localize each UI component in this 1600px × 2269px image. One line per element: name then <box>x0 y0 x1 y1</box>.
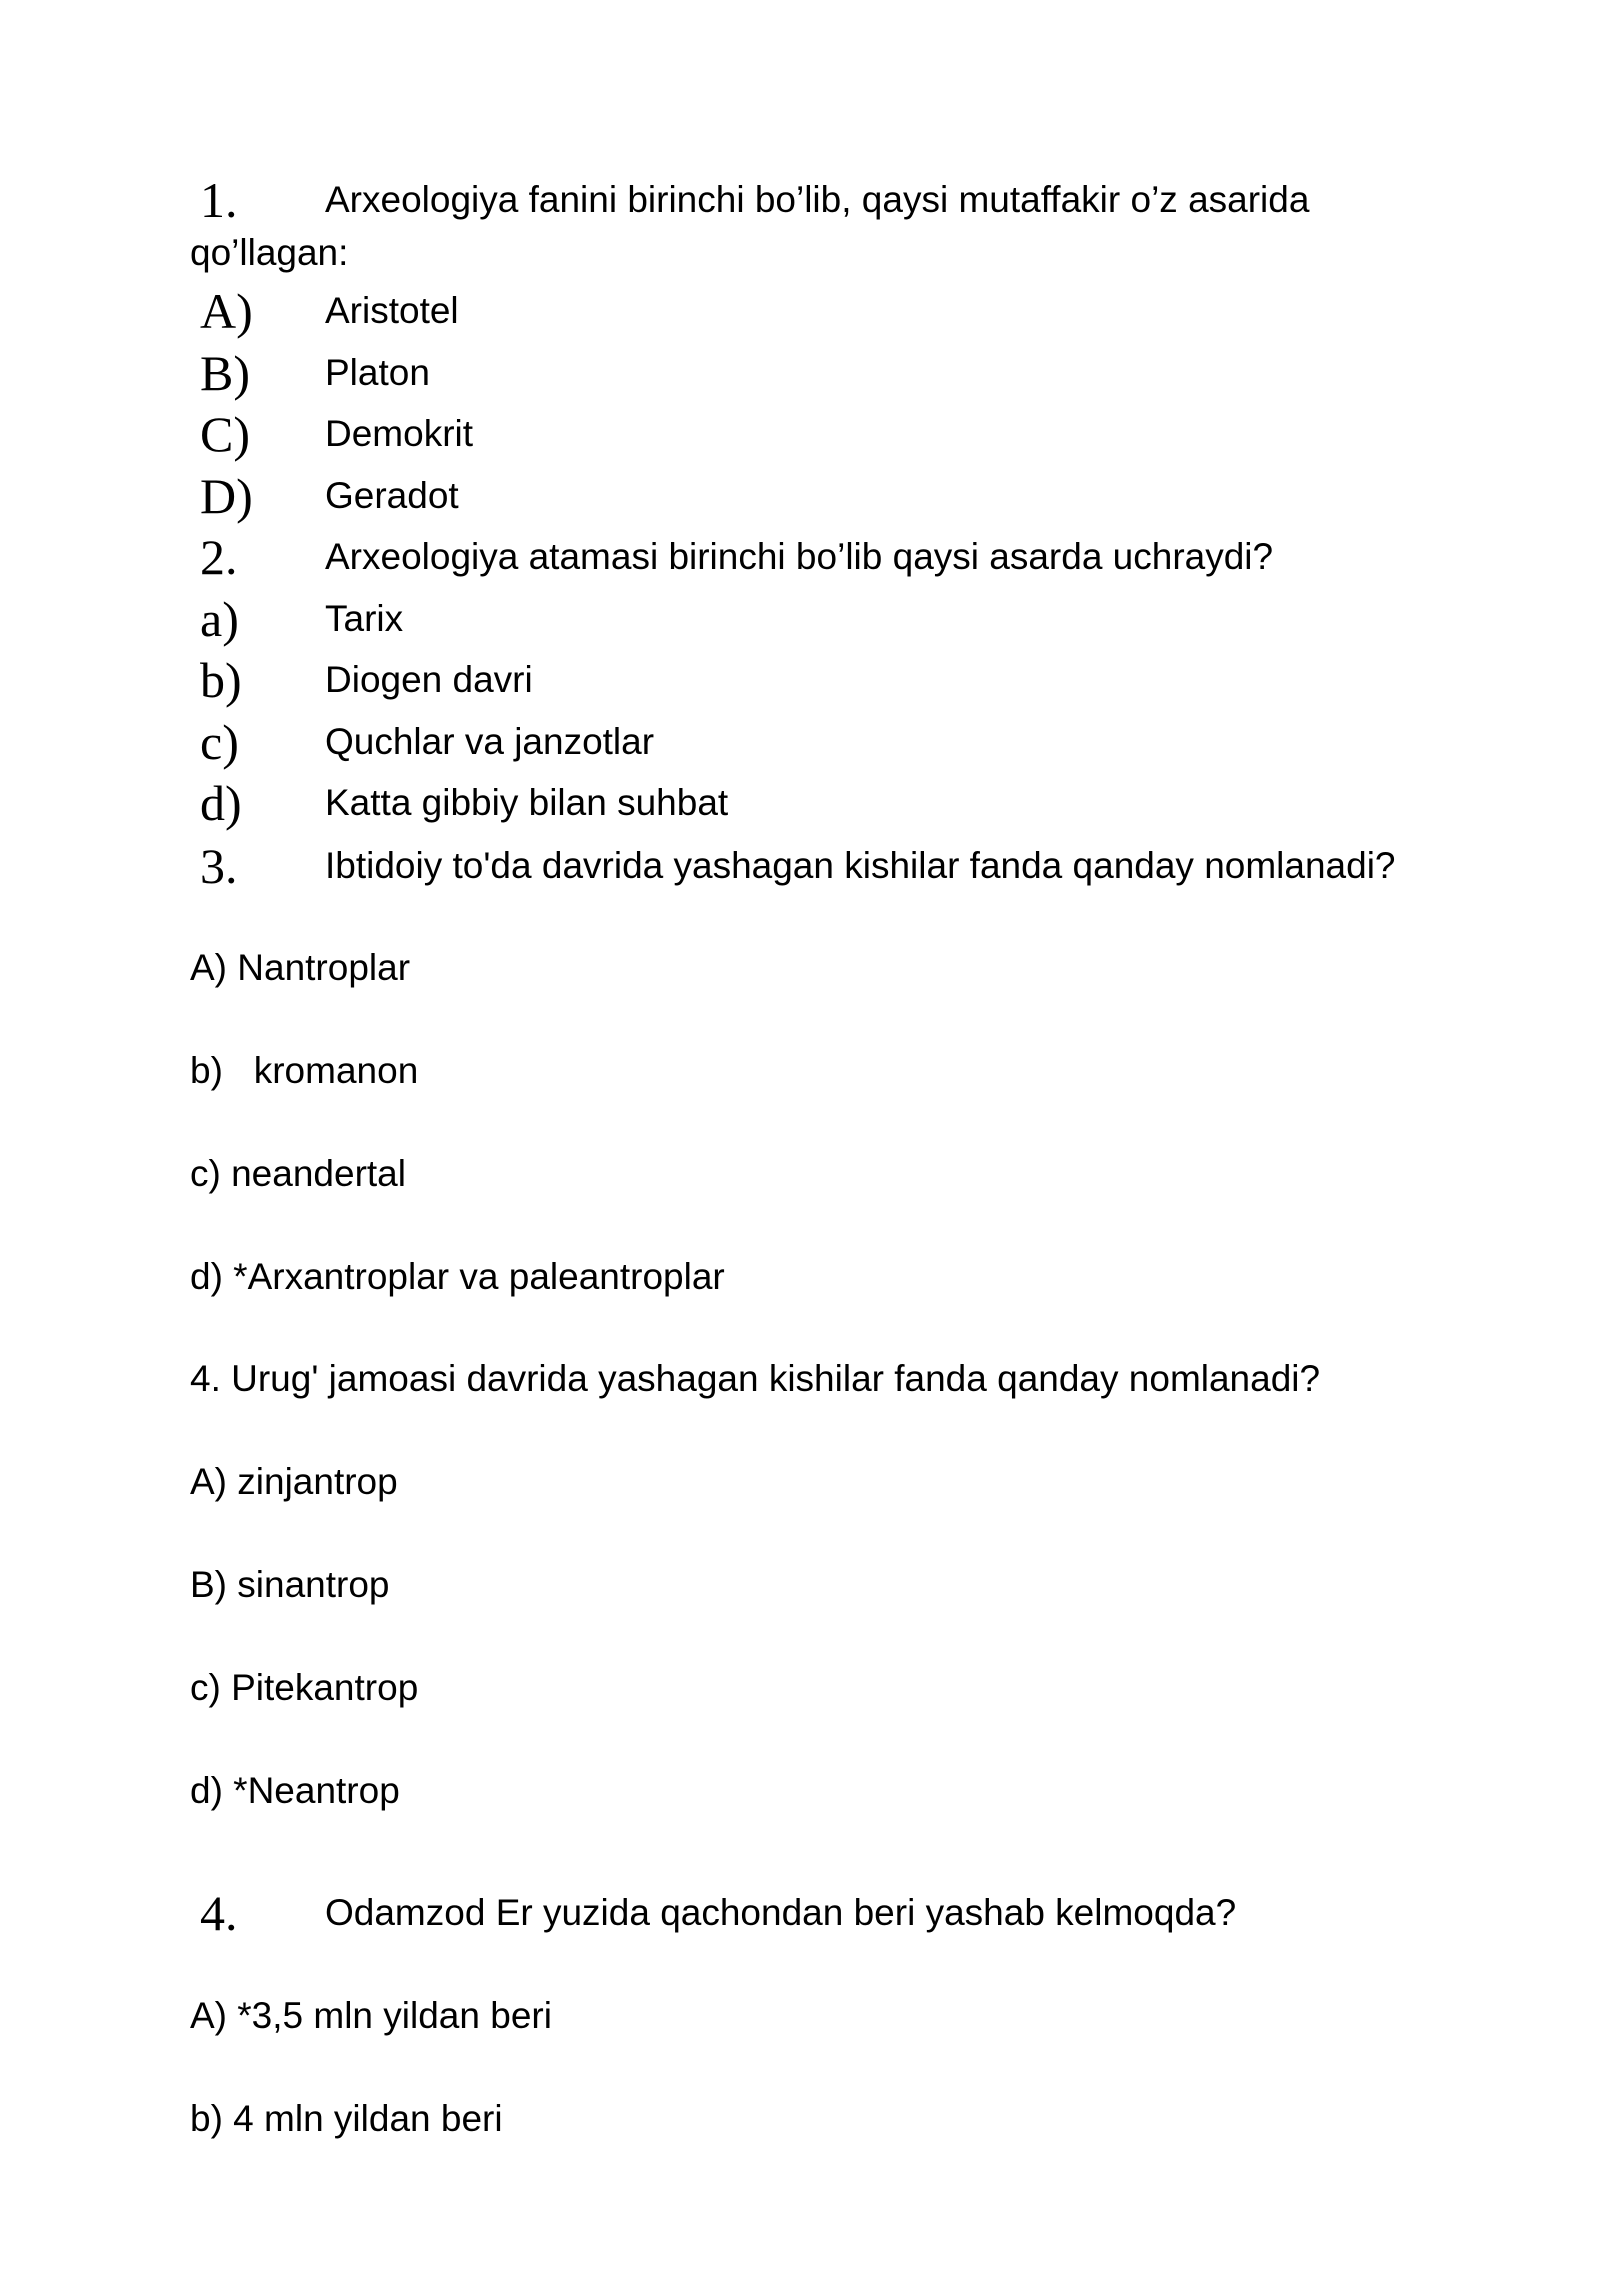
option-marker: b) <box>200 652 242 708</box>
question-text: Odamzod Er yuzida qachondan beri yashab kelmoqda? <box>325 1892 1237 1933</box>
option-text: Geradot <box>325 475 459 516</box>
option-text: b) 4 mln yildan beri <box>190 2098 503 2139</box>
option-text: Platon <box>325 352 430 393</box>
option-text: B) sinantrop <box>190 1564 390 1605</box>
question-number: 1. <box>200 172 238 228</box>
option-text: A) zinjantrop <box>190 1461 398 1502</box>
question-text: Arxeologiya fanini birinchi bo’lib, qaysi mutaffakir o’z asarida <box>325 179 1310 220</box>
option-marker: c) <box>200 714 239 770</box>
option-text: c) neandertal <box>190 1153 406 1194</box>
option-text: Diogen davri <box>325 659 533 700</box>
option-text: Katta gibbiy bilan suhbat <box>325 782 729 823</box>
option-text: Quchlar va janzotlar <box>325 721 655 762</box>
option-marker: A) <box>200 283 253 339</box>
option-text: A) Nantroplar <box>190 947 411 988</box>
option-text: c) Pitekantrop <box>190 1667 419 1708</box>
question-text: Arxeologiya atamasi birinchi bo’lib qaysi asarda uchraydi? <box>325 536 1274 577</box>
question-text-continued: qo’llagan: <box>190 232 349 273</box>
option-marker: a) <box>200 591 239 647</box>
option-text: A) *3,5 mln yildan beri <box>190 1995 552 2036</box>
option-marker: D) <box>200 468 253 524</box>
question-number: 4. <box>200 1885 238 1941</box>
question-number: 3. <box>200 838 238 894</box>
question-number: 2. <box>200 529 238 585</box>
option-text: Aristotel <box>325 290 459 331</box>
option-text: d) *Neantrop <box>190 1770 400 1811</box>
option-marker: C) <box>200 406 250 462</box>
option-text: b) kromanon <box>190 1050 419 1091</box>
option-marker: B) <box>200 345 250 401</box>
question-text: 4. Urug' jamoasi davrida yashagan kishilar fanda qanday nomlanadi? <box>190 1358 1321 1399</box>
option-marker: d) <box>200 775 242 831</box>
question-text: Ibtidoiy to'da davrida yashagan kishilar fanda qanday nomlanadi? <box>325 845 1396 886</box>
option-text: d) *Arxantroplar va paleantroplar <box>190 1256 725 1297</box>
option-text: Demokrit <box>325 413 474 454</box>
option-text: Tarix <box>325 598 404 639</box>
